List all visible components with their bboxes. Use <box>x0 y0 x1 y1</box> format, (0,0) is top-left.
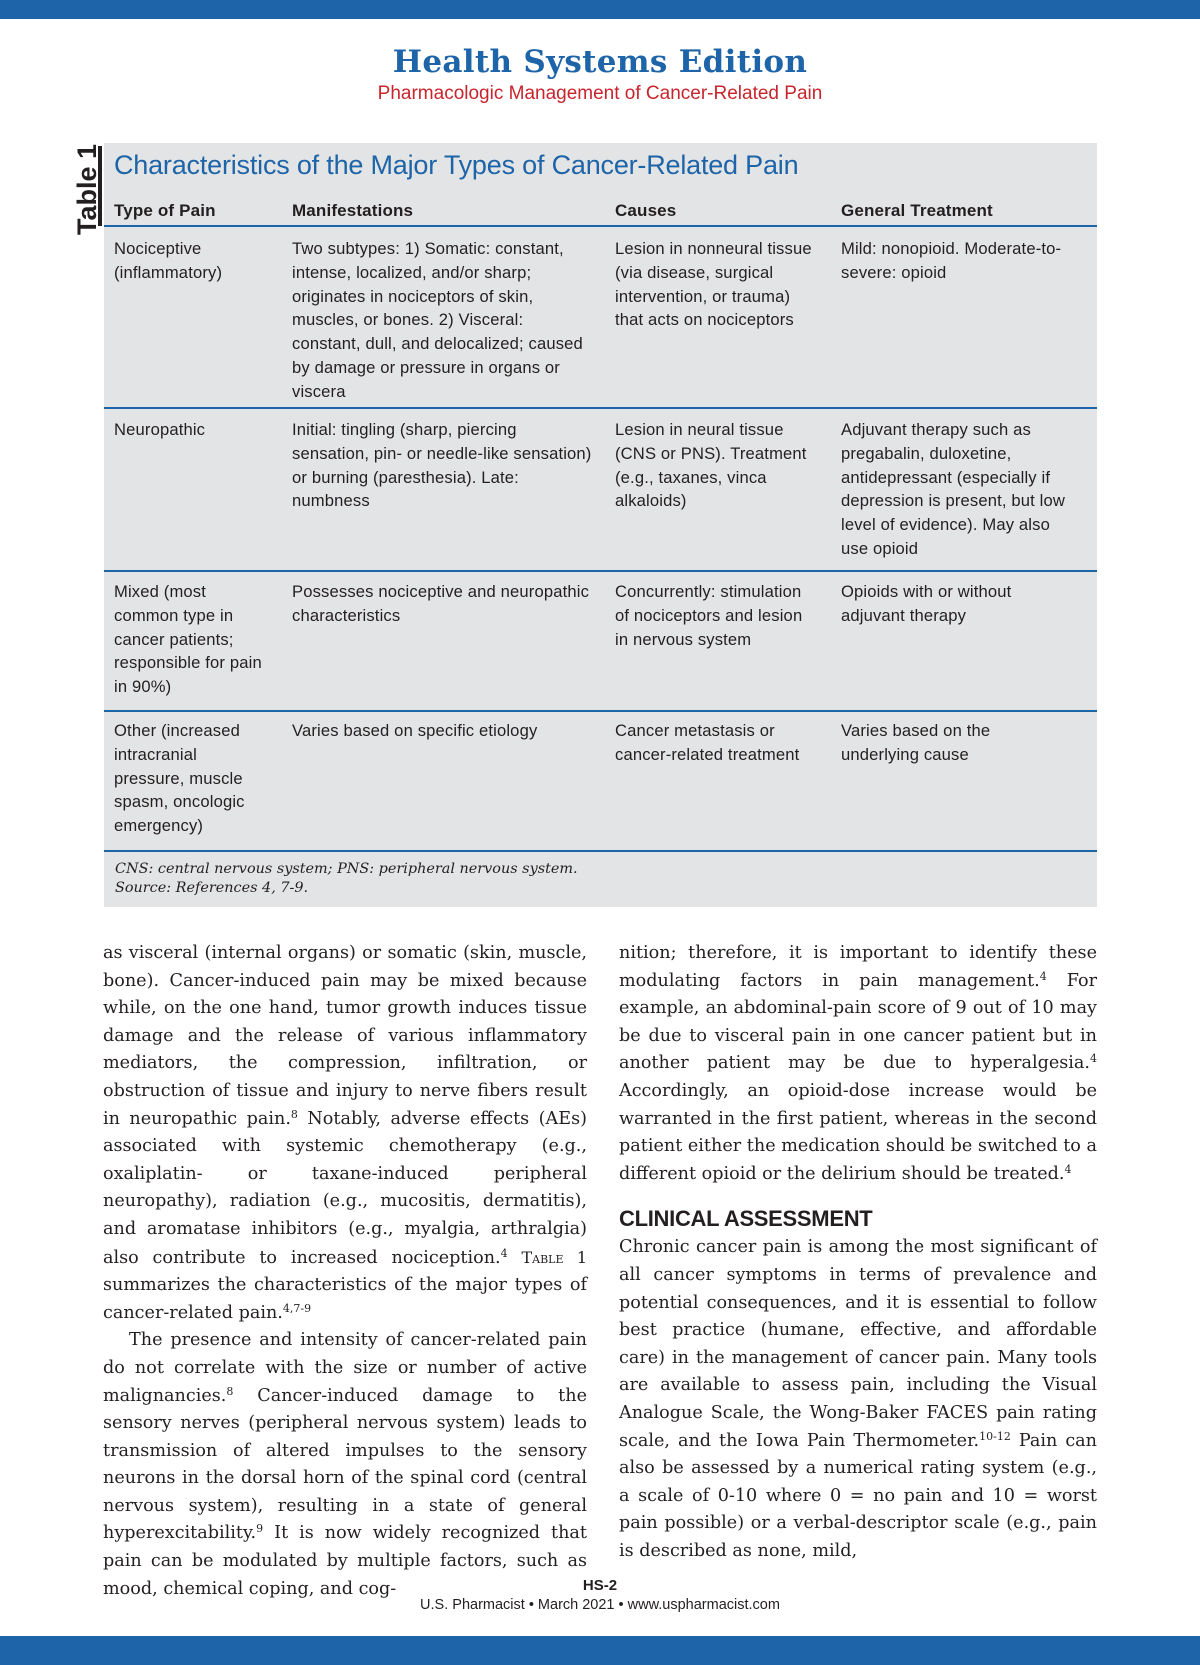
table-row-4-type: Other (increased intracranial pressure, muscle spasm, oncologic emergency) <box>114 721 245 836</box>
row-rule-3 <box>104 710 1097 712</box>
col-header-manifestations: Manifestations <box>292 201 414 220</box>
table-row-2-causes: Lesion in neural tissue (CNS or PNS). Treatment (e.g., taxanes, vinca alkaloids) <box>615 420 807 511</box>
paragraph: as visceral (internal organs) or somatic (skin, muscle, bone). Cancer-induced pain may be mixed because while, on the one hand, tumor growth induces tissue damage and the release of various inflammatory mediators, the compression, infiltration, or obstruction of tissue and injury to nerve fibers result in neuropathic pain.$^8$ Notably, adverse effects (AEs) associated with systemic chemotherapy (e.g., oxaliplatin- or taxane-induced peripheral neuropathy), radiation (e.g., mucositis, dermatitis), and aromatase inhibitors (e.g., myalgia, arthralgia) also contribute to increased nociception.$^4$ Table 1 summarizes the characteristics of the major types of cancer-related pain.$^{4,7-9}$ <box>103 943 587 1323</box>
paragraph: nition; therefore, it is important to identify these modulating factors in pain management.$^4$ For example, an abdominal-pain score of 9 out of 10 may be due to visceral pain in one cancer patient but in another patient may be due to hyperalgesia.$^4$ Accordingly, an opioid-dose increase would be warranted in the first patient, whereas in the second patient either the medication should be switched to a different opioid or the delirium should be treated.$^4$ <box>619 943 1097 1184</box>
col-header-type: Type of Pain <box>114 201 216 220</box>
footer-line: U.S. Pharmacist • March 2021 • www.uspharmacist.com <box>420 1597 780 1613</box>
body-column-right <box>619 940 1097 1565</box>
table-title: Characteristics of the Major Types of Cancer-Related Pain <box>114 150 799 180</box>
table-row-2-type: Neuropathic <box>114 420 206 439</box>
table-row-3-manifestations: Possesses nociceptive and neuropathic characteristics <box>292 582 590 625</box>
table-row-3-causes: Concurrently: stimulation of nociceptors and lesion in nervous system <box>615 582 803 649</box>
row-rule-2 <box>104 570 1097 572</box>
table-row-2-treatment: Adjuvant therapy such as pregabalin, duloxetine, antidepressant (especially if depression is present, but low level of evidence). May also use opioid <box>841 420 1066 558</box>
table-row-1-manifestations: Two subtypes: 1) Somatic: constant, intense, localized, and/or sharp; originates in nociceptors of skin, muscles, or bones. 2) Visceral: constant, dull, and delocalized; caused by damage or pressure in organs or viscera <box>292 239 583 401</box>
table-row-4-causes: Cancer metastasis or cancer-related treatment <box>615 721 800 764</box>
table-row-3-treatment: Opioids with or without adjuvant therapy <box>841 582 1012 625</box>
section-heading: CLINICAL ASSESSMENT <box>619 1206 873 1232</box>
paragraph: Chronic cancer pain is among the most significant of all cancer symptoms in terms of prevalence and potential consequences, and it is essential to follow best practice (humane, effective, and affordable care) in the management of cancer pain. Many tools are available to assess pain, including the Visual Analogue Scale, the Wong-Baker FACES pain rating scale, and the Iowa Pain Thermometer.$^{10-12}$ Pain can also be assessed by a numerical rating system (e.g., a scale of 0-10 where 0 = no pain and 10 = worst pain possible) or a verbal-descriptor scale (e.g., pain is described as none, mild, <box>619 1237 1097 1561</box>
col-header-causes: Causes <box>615 201 677 220</box>
col-header-treatment: General Treatment <box>841 201 993 220</box>
edition-title: Health Systems Edition <box>392 44 808 80</box>
table-tab-label: Table 1 <box>72 143 102 235</box>
table-footnote-abbrev: CNS: central nervous system; PNS: peripheral nervous system. <box>115 861 578 877</box>
table-footnote-source: Source: References 4, 7-9. <box>115 880 309 896</box>
table-row-2-manifestations: Initial: tingling (sharp, piercing sensation, pin- or needle-like sensation) or burning (paresthesia). Late: numbness <box>292 420 592 511</box>
table-reference: Table 1 <box>521 1247 587 1267</box>
top-accent-bar <box>0 0 1200 19</box>
table-row-4-treatment: Varies based on the underlying cause <box>841 721 991 764</box>
table-row-1-type: Nociceptive (inflammatory) <box>114 239 223 282</box>
row-rule-1 <box>104 407 1097 409</box>
row-rule-4 <box>104 850 1097 852</box>
table-row-3-type: Mixed (most common type in cancer patients; responsible for pain in 90%) <box>114 582 262 697</box>
page-number: HS-2 <box>582 1577 618 1594</box>
table-row-1-causes: Lesion in nonneural tissue (via disease, surgical intervention, or trauma) that acts on nociceptors <box>615 239 812 330</box>
table-row-1-treatment: Mild: nonopioid. Moderate-to-severe: opioid <box>841 239 1062 282</box>
table-1 <box>104 143 1097 907</box>
body-column-left <box>103 940 587 1603</box>
article-subtitle: Pharmacologic Management of Cancer-Related Pain <box>377 83 823 104</box>
table-row-4-manifestations: Varies based on specific etiology <box>292 721 538 740</box>
table-footnote <box>115 860 578 898</box>
paragraph: The presence and intensity of cancer-related pain do not correlate with the size or number of active malignancies.$^8$ Cancer-induced damage to the sensory nerves (peripheral nervous system) leads to transmission of altered impulses to the sensory neurons in the dorsal horn of the spinal cord (central nervous system), resulting in a state of general hyperexcitability.$^9$ It is now widely recognized that pain can be modulated by multiple factors, such as mood, chemical coping, and cog- <box>103 1330 587 1599</box>
header-rule <box>104 225 1097 227</box>
bottom-accent-bar <box>0 1636 1200 1665</box>
